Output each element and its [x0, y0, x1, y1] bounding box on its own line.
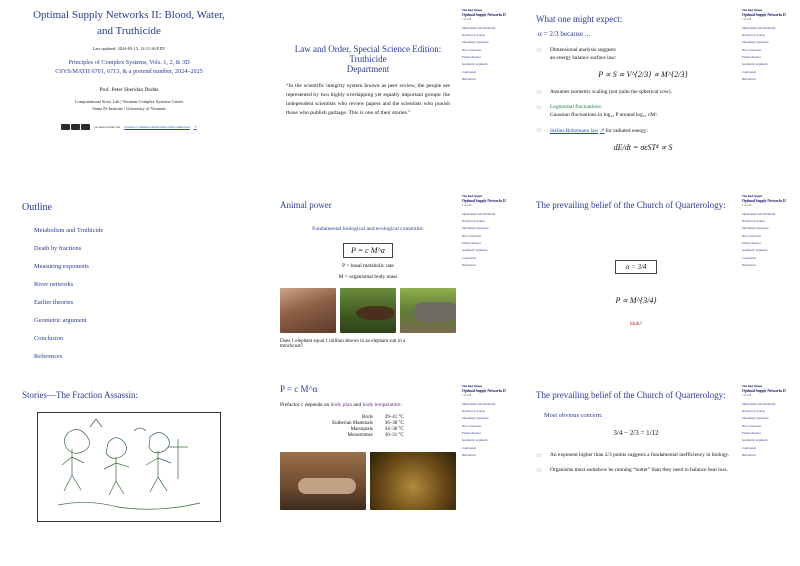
mini-nav-brand: [742, 384, 788, 394]
external-link-icon[interactable]: ↗: [599, 127, 605, 134]
mini-nav-item-earlier-theories[interactable]: Earlier theories: [742, 241, 761, 246]
mini-nav-item-conclusion[interactable]: Conclusion: [742, 255, 757, 260]
slide-law-and-order[interactable]: [272, 4, 512, 154]
mini-nav-item-conclusion[interactable]: Conclusion: [462, 69, 477, 74]
mini-nav-item-river-networks[interactable]: River networks: [742, 423, 761, 428]
prefactor-and: and: [353, 402, 362, 408]
license-link[interactable]: Creative Commons Attribution-NonCommercial: [124, 124, 190, 129]
mini-nav-item-conclusion[interactable]: Conclusion: [462, 255, 477, 260]
mini-nav-item-measuring-exponents[interactable]: Measuring exponents: [742, 40, 769, 45]
mini-nav-item-measuring-exponents[interactable]: Measuring exponents: [742, 226, 769, 231]
prefactor-text: [280, 402, 456, 408]
mini-nav-item-death-by-fractions[interactable]: Death by fractions: [742, 32, 765, 37]
most-obvious-concern: Most obvious concern:: [544, 412, 603, 419]
mini-nav-brand: [462, 8, 508, 18]
slide-quarterology-2[interactable]: [528, 380, 792, 560]
affiliation-line-1: Computational Story Lab | Vermont Complex Systems Center: [74, 98, 184, 104]
outline-item-geometric-argument[interactable]: Geometric argument: [34, 317, 87, 324]
license-prefix: Licensed under the: [94, 124, 121, 129]
list-item: [536, 466, 736, 474]
mini-nav-item-geometric-argument[interactable]: Geometric argument: [742, 438, 768, 443]
huh-text: Huh?: [629, 321, 643, 327]
mini-nav-brand-line-2: Optimal Supply Networks II: [462, 12, 506, 17]
mini-nav-item-death-by-fractions[interactable]: Death by fractions: [462, 408, 485, 413]
mini-nav-item-earlier-theories[interactable]: Earlier theories: [462, 55, 481, 60]
page-title: Outline: [22, 202, 52, 213]
stefan-boltzmann-link[interactable]: Stefan-Boltzmann law: [550, 127, 599, 134]
outline-item-earlier-theories[interactable]: Earlier theories: [34, 299, 74, 306]
glasses-icon: ◌◌: [536, 128, 542, 135]
license-row[interactable]: [18, 124, 240, 130]
alpha-statement: α = 2/3 because ...: [538, 30, 591, 38]
photo-row: [280, 288, 456, 333]
heading-line-2: Department: [346, 64, 390, 74]
table-row: [326, 420, 410, 426]
list-item: [536, 46, 736, 81]
mini-nav-item-metabolism[interactable]: Metabolism and Truthicide: [462, 25, 496, 30]
mini-nav-item-metabolism[interactable]: Metabolism and Truthicide: [462, 401, 496, 406]
equation-power-law: P = c M^α: [343, 243, 393, 258]
last-updated: Last updated: 2024-05-15, 14:11:36 EDT: [92, 45, 166, 51]
mini-nav-item-measuring-exponents[interactable]: Measuring exponents: [742, 416, 769, 421]
course-line-1: Principles of Complex Systems, Vols. 1, 2, & 3D: [68, 58, 190, 66]
mini-nav-brand-line-2: Optimal Supply Networks II: [742, 198, 786, 203]
mini-nav-item-measuring-exponents[interactable]: Measuring exponents: [462, 40, 489, 45]
slide-quarterology-1[interactable]: [528, 190, 792, 375]
slide-heading: The prevailing belief of the Church of Quarterology:: [536, 390, 726, 400]
slide-what-one-might-expect[interactable]: [528, 4, 792, 154]
creative-commons-icon: [61, 124, 90, 130]
mini-nav-item-river-networks[interactable]: River networks: [462, 423, 481, 428]
mini-nav-brand-line-1: The Red Queen: [462, 8, 483, 12]
photo-row: [280, 452, 456, 510]
caption-line-1: Does 1 elephant equal 1 million shrews in an elephant suit in a: [280, 339, 406, 344]
mini-nav[interactable]: [742, 8, 788, 85]
mini-nav-item-metabolism[interactable]: Metabolism and Truthicide: [742, 25, 776, 30]
mini-nav-brand-line-2: Optimal Supply Networks II: [742, 388, 786, 393]
equation-energy-balance: P ∝ S ∝ V^{2/3} ∝ M^{2/3}: [598, 70, 688, 80]
mini-nav-item-measuring-exponents[interactable]: Measuring exponents: [462, 226, 489, 231]
mini-nav-item-earlier-theories[interactable]: Earlier theories: [742, 55, 761, 60]
mini-nav-item-references[interactable]: References: [742, 263, 756, 268]
mini-nav-item-measuring-exponents[interactable]: Measuring exponents: [462, 416, 489, 421]
mini-nav-item-geometric-argument[interactable]: Geometric argument: [742, 248, 768, 253]
glasses-icon: ◌◌: [536, 89, 542, 96]
equation-power-law-heading: P = c M^α: [280, 384, 318, 394]
outline-item-references[interactable]: References: [34, 353, 63, 360]
equation-radiated-energy: dE/dt = σεST⁴ ∝ S: [613, 142, 673, 152]
mini-nav-slide-count: 1 of 122: [742, 394, 752, 398]
mini-nav-item-river-networks[interactable]: River networks: [742, 233, 761, 238]
fraction-difference: 3/4 − 2/3 = 1/12: [613, 429, 659, 437]
external-link-icon[interactable]: ↗: [193, 124, 197, 129]
mini-nav-item-references[interactable]: References: [462, 263, 476, 268]
bullet-text-3: Gaussian fluctuations in log₁₀ P around log₁₀ cMᵅ.: [550, 112, 659, 119]
outline-list: [34, 227, 240, 360]
sketch-svg: [38, 413, 220, 521]
mini-nav-brand-line-1: The Red Queen: [462, 194, 483, 198]
list-item: [536, 127, 736, 154]
mini-nav-item-conclusion[interactable]: Conclusion: [462, 445, 477, 450]
course-line-2: CSYS/MATH 6701, 6713, & a pretend number, 2024–2025: [55, 68, 203, 76]
mini-nav-item-river-networks[interactable]: River networks: [742, 47, 761, 52]
mini-nav-brand: [462, 384, 508, 394]
mini-nav[interactable]: [742, 384, 788, 461]
definition-M: M = organismal body mass: [338, 274, 398, 280]
mini-nav-item-death-by-fractions[interactable]: Death by fractions: [742, 218, 765, 223]
definition-P: P = basal metabolic rate: [342, 263, 394, 269]
mini-nav-item-death-by-fractions[interactable]: Death by fractions: [462, 218, 485, 223]
equation-box-wrap: [280, 240, 456, 258]
mini-nav-item-metabolism[interactable]: Metabolism and Truthicide: [462, 211, 496, 216]
elephant-photo: [400, 288, 456, 333]
list-item: [536, 103, 736, 119]
mini-nav-item-geometric-argument[interactable]: Geometric argument: [462, 438, 488, 443]
bullet-text-1: An exponent higher than 2/3 points suggests a fundamental inefficiency in biology.: [550, 452, 730, 458]
mini-nav-item-river-networks[interactable]: River networks: [462, 47, 481, 52]
slide-heading: Animal power: [280, 200, 332, 210]
slide-outline[interactable]: [8, 190, 248, 375]
slide-fraction-assassin[interactable]: [8, 380, 248, 560]
mini-nav-item-river-networks[interactable]: River networks: [462, 233, 481, 238]
group-marsupials: Marsupials: [350, 426, 373, 432]
bullet-list: [536, 451, 736, 474]
mini-nav-brand: [742, 194, 788, 204]
glasses-icon: ◌◌: [536, 47, 542, 54]
group-birds: Birds: [361, 414, 373, 420]
bullet-text-2: Organisms must somehow be running “hotter” than they need to balance heat loss.: [550, 467, 728, 474]
course-info: [18, 58, 240, 77]
mini-nav-item-references[interactable]: References: [742, 77, 756, 82]
presentation-title: [18, 8, 240, 40]
body-plan-link[interactable]: body plan: [330, 402, 353, 408]
bullet-text-1b: an energy balance surface law:: [550, 55, 617, 62]
glasses-icon: ◌◌: [536, 452, 542, 459]
bullet-text-1a: Dimensional analysis suggests: [550, 47, 616, 53]
range-eutherian: 36–38 °C: [384, 420, 404, 426]
mini-nav-item-death-by-fractions[interactable]: Death by fractions: [462, 32, 485, 37]
cartoon-sketch: [37, 412, 221, 522]
outline-item-conclusion[interactable]: Conclusion: [34, 335, 64, 342]
slide-heading: What one might expect:: [536, 14, 623, 24]
body-temperature-link[interactable]: body temperature:: [362, 402, 402, 408]
list-item: [536, 451, 736, 459]
mini-nav-slide-count: 1 of 122: [462, 204, 472, 208]
mini-nav-brand-line-2: Optimal Supply Networks II: [742, 12, 786, 17]
alpha-value-box: α = 3/4: [615, 260, 658, 274]
bullet-list: [536, 46, 736, 154]
range-birds: 39–41 °C: [384, 414, 404, 420]
mini-nav-item-earlier-theories[interactable]: Earlier theories: [462, 431, 481, 436]
mini-nav-item-earlier-theories[interactable]: Earlier theories: [462, 241, 481, 246]
mini-nav-item-geometric-argument[interactable]: Geometric argument: [462, 62, 488, 67]
group-monotremes: Monotremes: [347, 432, 373, 438]
quote-text: “In the scientific integrity system known as peer review, the people are represented by two highly overlapping yet equally important groups: the independent scientists who review papers and the scientists who punish those who publish garbage. This is one of their stories.”: [286, 83, 450, 116]
shrew-photo: [340, 288, 396, 333]
mini-nav-brand-line-2: Optimal Supply Networks II: [462, 198, 506, 203]
range-monotremes: 30–31 °C: [384, 432, 404, 438]
outline-item-measuring-exponents[interactable]: Measuring exponents: [34, 263, 89, 270]
mini-nav-item-death-by-fractions[interactable]: Death by fractions: [742, 408, 765, 413]
mini-nav-item-references[interactable]: References: [462, 453, 476, 458]
glasses-icon: ◌◌: [536, 104, 542, 111]
outline-item-metabolism[interactable]: Metabolism and Truthicide: [34, 227, 104, 234]
mini-nav[interactable]: [462, 194, 508, 271]
affiliation-line-2: Santa Fe Institute | University of Vermont: [92, 105, 166, 111]
mini-nav-item-conclusion[interactable]: Conclusion: [742, 69, 757, 74]
group-eutherian: Eutherian Mammals: [332, 420, 373, 426]
mini-nav[interactable]: [462, 8, 508, 85]
table-row: [326, 432, 410, 438]
equation-three-quarters: P ∝ M^{3/4}: [615, 296, 657, 305]
mini-nav-brand-line-1: The Red Queen: [742, 194, 763, 198]
alpha-box-wrap: [536, 256, 736, 274]
mini-nav-brand: [742, 8, 788, 18]
bullet-text-4: for radiated energy:: [605, 127, 649, 134]
mini-nav-item-geometric-argument[interactable]: Geometric argument: [742, 62, 768, 67]
slide-prefactor[interactable]: [272, 380, 512, 560]
slide-animal-power[interactable]: [272, 190, 512, 375]
mini-nav-slide-count: 1 of 122: [742, 204, 752, 208]
mini-nav[interactable]: [462, 384, 508, 461]
glasses-icon: ◌◌: [536, 467, 542, 474]
mini-nav-brand-line-1: The Red Queen: [742, 384, 763, 388]
title-line-2: and Truthicide: [97, 24, 161, 37]
constraint-text: Fundamental biological and ecological constraint:: [312, 226, 424, 232]
slide-title[interactable]: [8, 4, 248, 154]
author-name: Prof. Peter Sheridan Dodds: [99, 86, 159, 93]
outline-item-death-by-fractions[interactable]: Death by fractions: [34, 245, 82, 252]
slide-heading: [280, 44, 456, 74]
mini-nav-item-earlier-theories[interactable]: Earlier theories: [742, 431, 761, 436]
mini-nav-item-references[interactable]: References: [742, 453, 756, 458]
range-marsupials: 34–36 °C: [384, 426, 404, 432]
hands-photo: [280, 288, 336, 333]
list-item: [536, 88, 736, 96]
prefactor-text-pre: Prefactor c depends on: [280, 402, 330, 408]
mini-nav-item-conclusion[interactable]: Conclusion: [742, 445, 757, 450]
mini-nav-brand-line-1: The Red Queen: [462, 384, 483, 388]
echidna-photo: [370, 452, 456, 510]
slide-heading: Stories—The Fraction Assassin:: [22, 390, 138, 400]
body-temperature-table: [326, 414, 410, 438]
caption-line-2: trenchcoat?: [280, 344, 304, 349]
photo-caption: [280, 339, 456, 349]
mini-nav-brand-line-1: The Red Queen: [742, 8, 763, 12]
slide-heading: The prevailing belief of the Church of Quarterology:: [536, 200, 726, 210]
mini-nav-slide-count: 1 of 122: [462, 394, 472, 398]
mini-nav-brand: [462, 194, 508, 204]
mini-nav-item-metabolism[interactable]: Metabolism and Truthicide: [742, 211, 776, 216]
mini-nav-slide-count: 1 of 122: [742, 18, 752, 22]
mini-nav[interactable]: [742, 194, 788, 271]
bullet-text-2: Assumes isometric scaling (not quite the spherical cow).: [550, 89, 672, 96]
mini-nav-brand-line-2: Optimal Supply Networks II: [462, 388, 506, 393]
outline-item-river-networks[interactable]: River networks: [34, 281, 74, 288]
mini-nav-item-metabolism[interactable]: Metabolism and Truthicide: [742, 401, 776, 406]
mini-nav-item-geometric-argument[interactable]: Geometric argument: [462, 248, 488, 253]
affiliation: [18, 98, 240, 112]
title-line-1: Optimal Supply Networks II: Blood, Water,: [33, 9, 225, 21]
mini-nav-item-references[interactable]: References: [462, 77, 476, 82]
heading-line-1: Law and Order, Special Science Edition: Truthicide: [294, 44, 442, 64]
platypus-photo: [280, 452, 366, 510]
lognormal-link[interactable]: Lognormal fluctuations:: [550, 104, 603, 111]
mini-nav-slide-count: 1 of 122: [462, 18, 472, 22]
